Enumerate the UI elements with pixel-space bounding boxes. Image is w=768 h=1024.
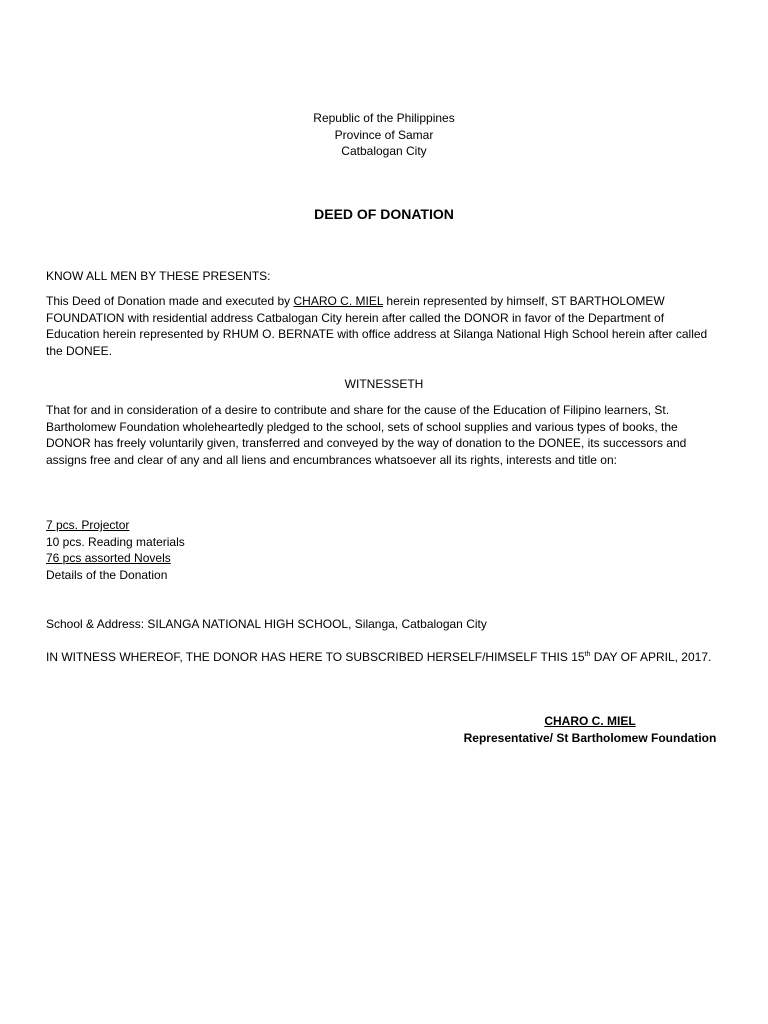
in-witness-text-part1: IN WITNESS WHEREOF, THE DONOR HAS HERE TO SUBSCRIBED HERSELF/HIMSELF THIS 15 <box>46 650 585 664</box>
donation-details-label: Details of the Donation <box>46 567 168 582</box>
donation-item-novels: 76 pcs assorted Novels <box>46 551 171 565</box>
consideration-paragraph: That for and in consideration of a desire to contribute and share for the cause of the Education of Filipino learners, St. Bartholomew Foundation wholeheartedly pledged to the school, sets of school supplies and various types of books, the DONOR has freely voluntarily given, transferred and conveyed by the way of donation to the DONEE, its successors and assigns free and clear of any and all liens and encumbrances whatsoever all its rights, interests and title on: <box>46 403 687 467</box>
signatory-name: CHARO C. MIEL <box>544 714 636 728</box>
header-city: Catbalogan City <box>341 144 427 158</box>
donation-item-reading-materials: 10 pcs. Reading materials <box>46 534 185 549</box>
school-address-line: School & Address: SILANGA NATIONAL HIGH SCHOOL, Silanga, Catbalogan City <box>46 617 487 631</box>
in-witness-paragraph <box>46 649 718 666</box>
donor-name: CHARO C. MIEL <box>293 294 384 308</box>
donation-item-projector: 7 pcs. Projector <box>46 518 130 532</box>
intro-text-part2: herein represented by himself, ST BARTHOLOMEW FOUNDATION with residential address Catbalogan City herein after called the DONOR in favor of the Department of Education herein represented by RHUM O. BERNATE with office address at Silanga National High School herein after called the DONEE. <box>46 294 708 358</box>
intro-text-part1: This Deed of Donation made and executed by <box>46 294 294 308</box>
header-province: Province of Samar <box>334 127 434 142</box>
header-republic: Republic of the Philippines <box>313 111 455 125</box>
donation-items-list <box>46 517 718 583</box>
in-witness-text-part2: DAY OF APRIL, 2017. <box>590 650 712 664</box>
document-header <box>0 110 768 160</box>
know-all-men-heading: KNOW ALL MEN BY THESE PRESENTS: <box>46 269 271 283</box>
witnesseth-heading: WITNESSETH <box>344 377 424 391</box>
intro-paragraph <box>46 293 718 359</box>
document-title: DEED OF DONATION <box>314 206 454 222</box>
signatory-title: Representative/ St Bartholomew Foundation <box>463 730 717 745</box>
signature-block <box>440 713 740 746</box>
day-ordinal-suffix: th <box>584 651 591 658</box>
